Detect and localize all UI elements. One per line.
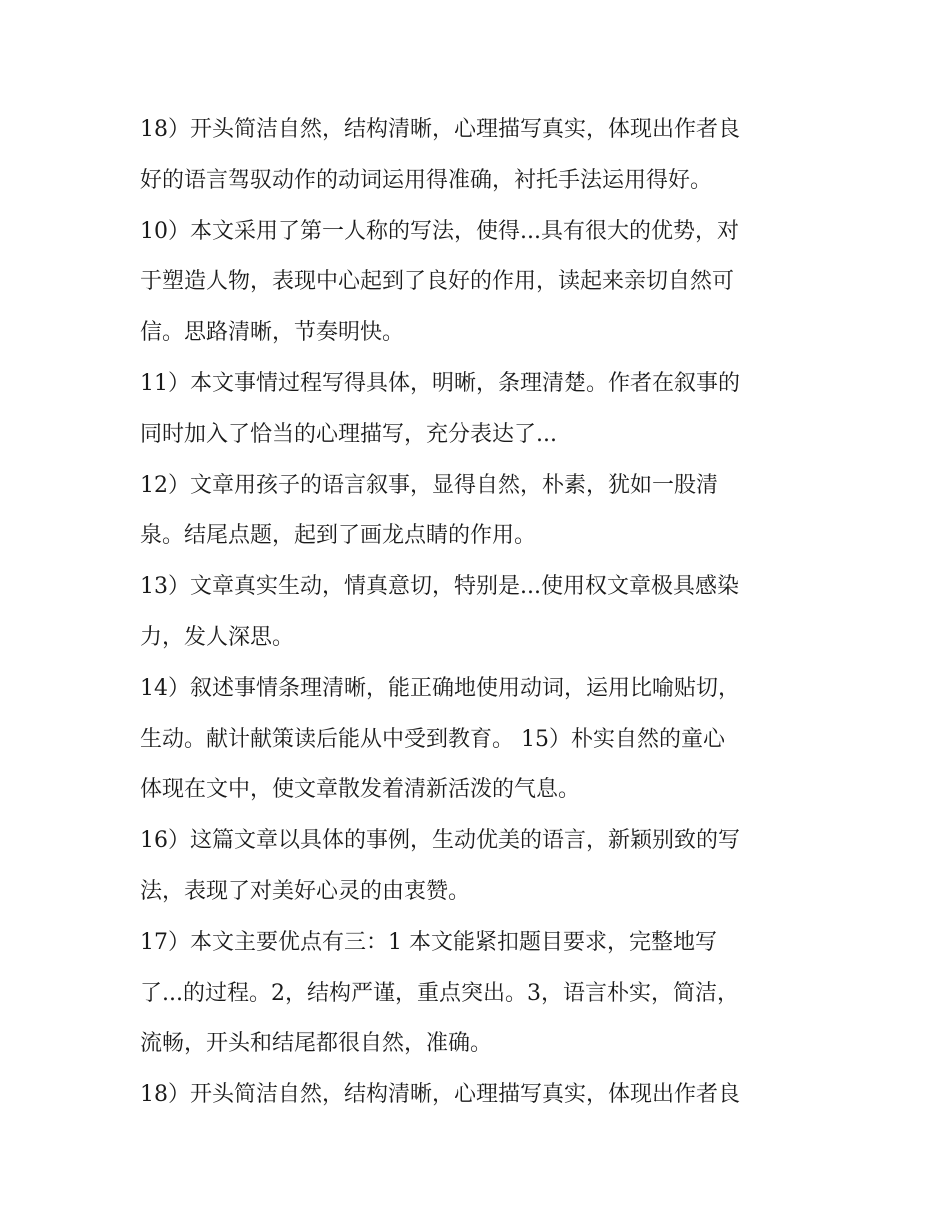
text-line: 18）开头简洁自然，结构清晰，心理描写真实，体现出作者良 xyxy=(140,1082,740,1108)
document-body xyxy=(140,105,830,1121)
text-line: 泉。结尾点题，起到了画龙点睛的作用。 xyxy=(140,523,537,549)
text-line: 12）文章用孩子的语言叙事，显得自然，朴素，犹如一股清 xyxy=(140,472,718,498)
text-line: 好的语言驾驭动作的动词运用得准确，衬托手法运用得好。 xyxy=(140,167,713,193)
text-line: 13）文章真实生动，情真意切，特别是...使用权文章极具感染 xyxy=(140,574,739,600)
text-line: 17）本文主要优点有三：1 本文能紧扣题目要求，完整地写 xyxy=(140,929,717,955)
text-line: 11）本文事情过程写得具体，明晰，条理清楚。作者在叙事的 xyxy=(140,370,740,396)
text-line: 信。思路清晰，节奏明快。 xyxy=(140,320,405,346)
text-line: 18）开头简洁自然，结构清晰，心理描写真实，体现出作者良 xyxy=(140,117,740,142)
text-line: 力，发人深思。 xyxy=(140,624,295,650)
text-line: 了...的过程。2，结构严谨，重点突出。3，语言朴实，简洁， xyxy=(140,980,739,1006)
text-line: 法，表现了对美好心灵的由衷赞。 xyxy=(140,878,471,904)
text-line: 14）叙述事情条理清晰，能正确地使用动词，运用比喻贴切， xyxy=(140,675,740,701)
text-line: 于塑造人物，表现中心起到了良好的作用，读起来亲切自然可 xyxy=(140,269,735,295)
text-line: 16）这篇文章以具体的事例，生动优美的语言，新颖别致的写 xyxy=(140,828,740,854)
text-line: 同时加入了恰当的心理描写，充分表达了... xyxy=(140,421,557,447)
text-line: 流畅，开头和结尾都很自然，准确。 xyxy=(140,1031,493,1057)
text-line: 体现在文中，使文章散发着清新活泼的气息。 xyxy=(140,777,581,803)
text-line: 10）本文采用了第一人称的写法，使得...具有很大的优势，对 xyxy=(140,218,739,244)
text-line: 生动。献计献策读后能从中受到教育。 15）朴实自然的童心 xyxy=(140,726,725,752)
